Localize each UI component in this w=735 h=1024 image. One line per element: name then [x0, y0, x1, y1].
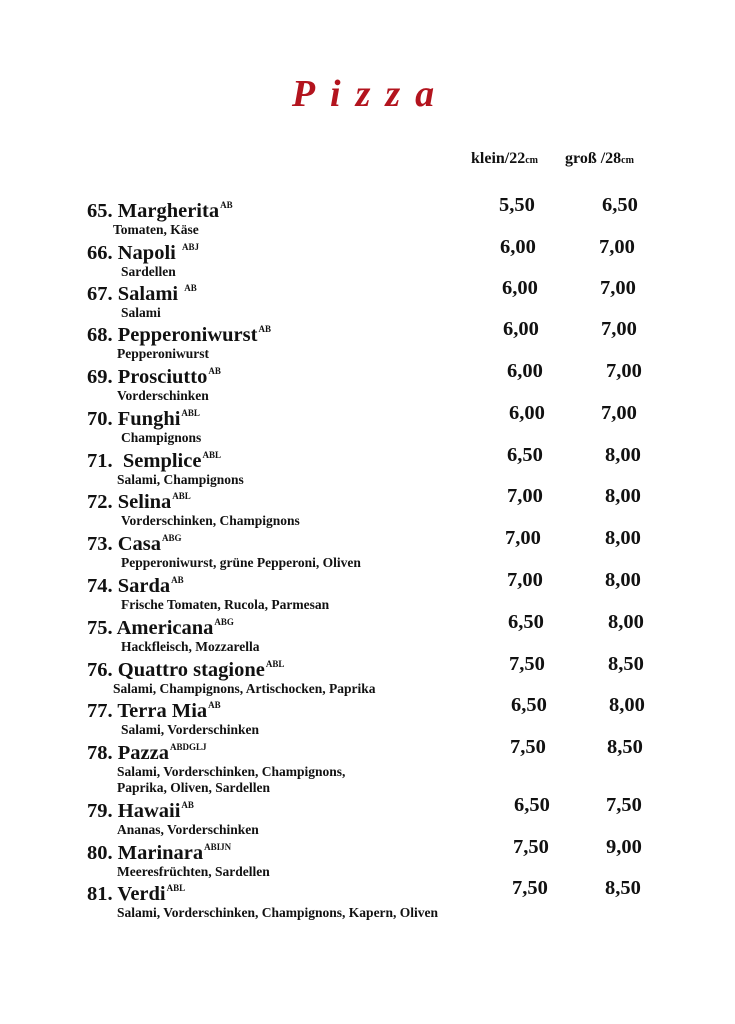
menu-item [87, 611, 687, 655]
item-title [87, 360, 687, 388]
item-title [87, 694, 687, 722]
item-description: Champignons [121, 430, 202, 445]
item-name: Margherita [117, 200, 220, 222]
item-allergens: ABIJN [204, 842, 232, 852]
item-number: 80. [87, 842, 113, 864]
price-small: 7,50 [510, 736, 546, 758]
price-large: 7,00 [599, 236, 635, 258]
price-small: 7,00 [507, 485, 543, 507]
price-large: 7,50 [606, 794, 642, 816]
item-name: Pazza [117, 742, 169, 764]
item-title [87, 877, 687, 905]
item-description: Vorderschinken, Champignons [121, 513, 300, 528]
menu-item [87, 485, 687, 529]
item-name: Americana [116, 617, 214, 639]
item-description: Pepperoniwurst [117, 346, 210, 361]
item-title [87, 194, 687, 222]
item-description: Salami, Champignons, Artischocken, Paprika [113, 681, 376, 696]
item-title [87, 402, 687, 430]
price-large: 8,00 [605, 569, 641, 591]
menu-item [87, 736, 687, 796]
price-small: 6,50 [514, 794, 550, 816]
item-description: Salami, Champignons [117, 472, 244, 487]
price-large: 8,00 [609, 694, 645, 716]
item-description: Pepperoniwurst, grüne Pepperoni, Oliven [121, 555, 361, 570]
menu-item [87, 277, 687, 321]
item-title [87, 611, 687, 639]
price-small: 6,00 [503, 318, 539, 340]
menu-item [87, 569, 687, 613]
item-title [87, 836, 687, 864]
item-name: Napoli [117, 242, 176, 264]
menu-item [87, 402, 687, 446]
item-number: 69. [87, 366, 113, 388]
price-small: 7,50 [512, 877, 548, 899]
item-number: 72. [87, 491, 113, 513]
item-description: Vorderschinken [117, 388, 209, 403]
menu-item [87, 694, 687, 738]
item-allergens: ABG [214, 617, 234, 627]
price-large: 9,00 [606, 836, 642, 858]
item-name: Salami [117, 283, 179, 305]
item-number: 78. [87, 742, 113, 764]
item-description: Hackfleisch, Mozzarella [121, 639, 260, 654]
menu-item [87, 444, 687, 488]
price-small: 6,00 [500, 236, 536, 258]
item-name: Sarda [117, 575, 171, 597]
price-large: 7,00 [600, 277, 636, 299]
item-number: 79. [87, 800, 113, 822]
price-small: 7,50 [509, 653, 545, 675]
item-number: 77. [87, 700, 113, 722]
item-number: 71. [87, 450, 113, 472]
price-large: 8,00 [605, 527, 641, 549]
item-title [87, 277, 687, 305]
price-small: 5,50 [499, 194, 535, 216]
price-large: 8,00 [605, 444, 641, 466]
item-title [87, 569, 687, 597]
item-name: Funghi [117, 408, 181, 430]
item-allergens: AB [258, 324, 271, 334]
item-number: 67. [87, 283, 113, 305]
item-description: Salami [121, 305, 161, 320]
item-name: Casa [117, 533, 162, 555]
item-number: 66. [87, 242, 113, 264]
menu-title: Pizza [291, 73, 450, 115]
size-large-header [565, 150, 634, 168]
item-title [87, 527, 687, 555]
item-name: Verdi [117, 883, 166, 905]
item-description: Salami, Vorderschinken, Champignons, Kapern, Oliven [117, 905, 439, 920]
item-allergens: AB [220, 200, 233, 210]
price-small: 6,50 [511, 694, 547, 716]
price-small: 6,00 [509, 402, 545, 424]
price-large: 6,50 [602, 194, 638, 216]
price-small: 7,50 [513, 836, 549, 858]
item-name: Selina [117, 491, 172, 513]
item-name: Hawaii [117, 800, 181, 822]
price-large: 7,00 [601, 402, 637, 424]
size-large-unit: cm [621, 155, 634, 166]
price-large: 7,00 [601, 318, 637, 340]
menu-item [87, 836, 687, 880]
price-small: 7,00 [505, 527, 541, 549]
item-allergens: AB [181, 800, 194, 810]
price-small: 6,00 [507, 360, 543, 382]
price-small: 6,00 [502, 277, 538, 299]
price-large: 8,50 [607, 736, 643, 758]
item-name: Pepperoniwurst [117, 324, 258, 346]
menu-item [87, 877, 687, 921]
item-number: 70. [87, 408, 113, 430]
price-large: 8,50 [605, 877, 641, 899]
item-allergens: ABDGLJ [169, 742, 207, 752]
item-number: 75. [87, 617, 113, 639]
price-small: 7,00 [507, 569, 543, 591]
size-large-label: groß /28 [565, 150, 622, 167]
item-description: Tomaten, Käse [113, 222, 199, 237]
item-name: Terra Mia [117, 700, 208, 722]
item-allergens: ABL [166, 883, 186, 893]
price-large: 8,50 [608, 653, 644, 675]
item-number: 81. [87, 883, 113, 905]
price-large: 7,00 [606, 360, 642, 382]
item-allergens: AB [208, 366, 221, 376]
item-allergens: AB [171, 575, 184, 585]
item-name: Prosciutto [117, 366, 208, 388]
size-small-header [471, 150, 538, 168]
menu-item [87, 360, 687, 404]
price-small: 6,50 [507, 444, 543, 466]
price-small: 6,50 [508, 611, 544, 633]
item-title [87, 653, 687, 681]
item-description: Sardellen [121, 264, 176, 279]
menu-item [87, 794, 687, 838]
item-description: Ananas, Vorderschinken [117, 822, 259, 837]
item-title [87, 485, 687, 513]
item-name: Semplice [122, 450, 202, 472]
item-allergens: ABG [162, 533, 182, 543]
item-number: 68. [87, 324, 113, 346]
price-large: 8,00 [605, 485, 641, 507]
item-title [87, 736, 687, 764]
item-title [87, 236, 687, 264]
item-allergens: AB [184, 283, 197, 293]
size-small-unit: cm [525, 155, 539, 166]
item-description: Salami, Vorderschinken, Champignons, [117, 764, 346, 779]
item-number: 73. [87, 533, 113, 555]
item-description-line2: Paprika, Oliven, Sardellen [117, 780, 271, 795]
item-title [87, 318, 687, 346]
item-allergens: AB [208, 700, 221, 710]
item-description: Meeresfrüchten, Sardellen [117, 864, 270, 879]
item-name: Quattro stagione [117, 659, 265, 681]
item-number: 74. [87, 575, 113, 597]
item-number: 65. [87, 200, 113, 222]
item-allergens: ABJ [181, 242, 199, 252]
menu-item [87, 527, 687, 571]
menu-item [87, 318, 687, 362]
price-large: 8,00 [608, 611, 644, 633]
item-name: Marinara [117, 842, 204, 864]
item-description: Frische Tomaten, Rucola, Parmesan [121, 597, 330, 612]
item-allergens: ABL [265, 659, 285, 669]
item-allergens: ABL [181, 408, 200, 418]
item-title [87, 794, 687, 822]
item-allergens: ABL [172, 491, 191, 501]
item-title [87, 444, 687, 472]
item-allergens: ABL [202, 450, 221, 460]
item-number: 76. [87, 659, 113, 681]
menu-item [87, 653, 687, 697]
menu-item [87, 236, 687, 280]
menu-item [87, 194, 687, 238]
size-small-label: klein/22 [471, 150, 526, 167]
item-description: Salami, Vorderschinken [121, 722, 260, 737]
